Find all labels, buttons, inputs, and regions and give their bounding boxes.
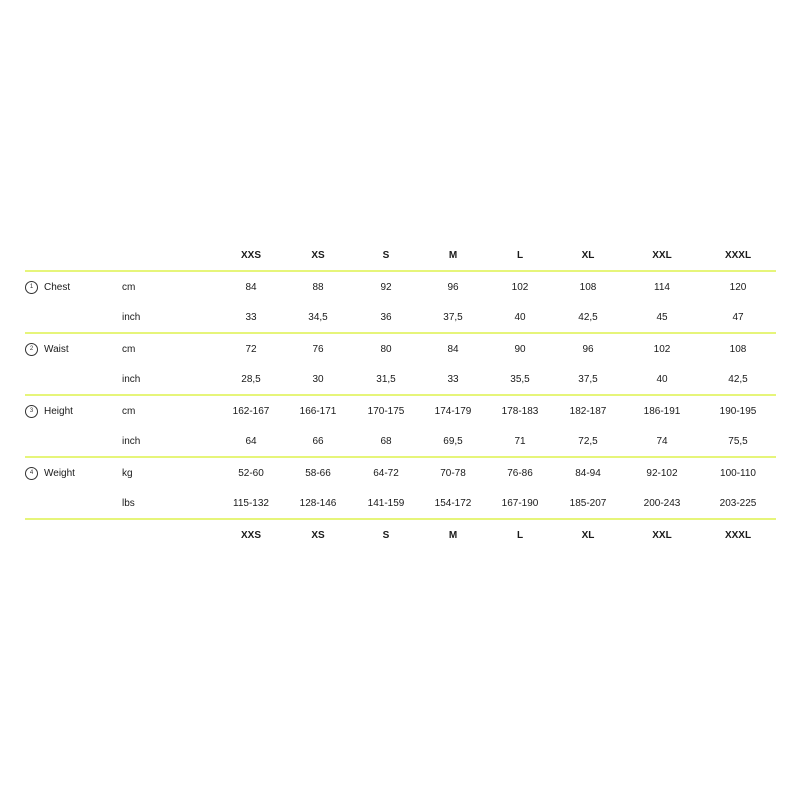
table-cell: 178-183: [501, 405, 539, 417]
size-footer-xxs: XXS: [240, 529, 261, 541]
table-cell: 76-86: [507, 467, 533, 479]
size-footer-xxxl: XXXL: [724, 529, 752, 541]
table-cell: 141-159: [367, 497, 405, 509]
table-cell: 66: [312, 435, 324, 447]
table-cell: 30: [312, 373, 324, 385]
chest-label: [25, 281, 70, 294]
table-cell: 200-243: [643, 497, 681, 509]
weight-label: [25, 467, 75, 480]
size-footer-l: L: [516, 529, 524, 541]
table-cell: 92: [380, 281, 392, 293]
table-cell: 28,5: [241, 373, 261, 385]
table-cell: 170-175: [367, 405, 405, 417]
waist-inch-row: [25, 364, 776, 394]
size-header-xxs: XXS: [240, 249, 261, 261]
table-cell: 33: [245, 311, 257, 323]
table-cell: 40: [514, 311, 526, 323]
table-cell: 96: [582, 343, 594, 355]
table-cell: 35,5: [510, 373, 530, 385]
table-cell: 34,5: [308, 311, 328, 323]
unit-label: inch: [122, 311, 141, 323]
table-cell: 42,5: [578, 311, 598, 323]
table-cell: 84: [245, 281, 257, 293]
table-cell: 31,5: [376, 373, 396, 385]
size-header-xxl: XXL: [652, 249, 672, 261]
table-cell: 47: [732, 311, 744, 323]
height-inch-row: [25, 426, 776, 456]
table-cell: 92-102: [646, 467, 678, 479]
measure-name: Waist: [44, 343, 69, 355]
table-cell: 186-191: [643, 405, 681, 417]
size-footer-m: M: [448, 529, 458, 541]
table-cell: 84-94: [575, 467, 601, 479]
table-cell: 70-78: [440, 467, 466, 479]
size-header-xl: XL: [581, 249, 595, 261]
size-chart-table: [25, 240, 776, 550]
table-cell: 33: [447, 373, 459, 385]
table-cell: 76: [312, 343, 324, 355]
number-4-circle-icon: 4: [25, 467, 38, 480]
waist-label: [25, 343, 69, 356]
table-cell: 162-167: [232, 405, 270, 417]
unit-label: kg: [122, 467, 133, 479]
table-cell: 102: [511, 281, 529, 293]
table-cell: 84: [447, 343, 459, 355]
table-cell: 185-207: [569, 497, 607, 509]
table-cell: 100-110: [720, 467, 756, 479]
table-cell: 37,5: [578, 373, 598, 385]
table-cell: 108: [729, 343, 747, 355]
unit-label: inch: [122, 435, 141, 447]
table-cell: 80: [380, 343, 392, 355]
size-header-row-top: [25, 240, 776, 270]
size-header-row-bottom: [25, 520, 776, 550]
weight-kg-row: [25, 458, 776, 488]
table-cell: 120: [729, 281, 747, 293]
table-cell: 96: [447, 281, 459, 293]
size-header-m: M: [448, 249, 458, 261]
table-cell: 102: [653, 343, 671, 355]
size-footer-xxl: XXL: [652, 529, 672, 541]
table-cell: 154-172: [434, 497, 472, 509]
table-cell: 166-171: [299, 405, 337, 417]
table-cell: 42,5: [728, 373, 748, 385]
table-cell: 115-132: [233, 497, 269, 509]
number-2-circle-icon: 2: [25, 343, 38, 356]
table-cell: 72: [245, 343, 257, 355]
measure-name: Height: [44, 405, 73, 417]
measure-name: Chest: [44, 281, 71, 293]
table-cell: 167-190: [501, 497, 539, 509]
number-3-circle-icon: 3: [25, 405, 38, 418]
waist-cm-row: [25, 334, 776, 364]
unit-label: cm: [122, 405, 136, 417]
unit-label: lbs: [122, 497, 135, 509]
height-cm-row: [25, 396, 776, 426]
table-cell: 128-146: [299, 497, 337, 509]
table-cell: 64-72: [373, 467, 399, 479]
table-cell: 40: [656, 373, 668, 385]
table-cell: 36: [380, 311, 392, 323]
unit-label: cm: [122, 343, 136, 355]
chest-cm-row: [25, 272, 776, 302]
size-header-xxxl: XXXL: [724, 249, 752, 261]
table-cell: 37,5: [443, 311, 463, 323]
table-cell: 72,5: [578, 435, 598, 447]
table-cell: 64: [245, 435, 257, 447]
unit-label: cm: [122, 281, 136, 293]
table-cell: 108: [579, 281, 597, 293]
table-cell: 203-225: [719, 497, 757, 509]
table-cell: 88: [312, 281, 324, 293]
table-cell: 190-195: [719, 405, 757, 417]
size-header-l: L: [516, 249, 524, 261]
number-1-circle-icon: 1: [25, 281, 38, 294]
size-footer-s: S: [382, 529, 390, 541]
table-cell: 74: [656, 435, 668, 447]
size-header-xs: XS: [311, 249, 325, 261]
size-header-s: S: [382, 249, 390, 261]
table-cell: 174-179: [434, 405, 472, 417]
table-cell: 69,5: [443, 435, 463, 447]
height-label: [25, 405, 73, 418]
size-footer-xl: XL: [581, 529, 595, 541]
table-cell: 68: [380, 435, 392, 447]
size-footer-xs: XS: [311, 529, 325, 541]
table-cell: 52-60: [238, 467, 264, 479]
chest-inch-row: [25, 302, 776, 332]
measure-name: Weight: [44, 467, 75, 479]
table-cell: 71: [514, 435, 526, 447]
table-cell: 114: [654, 281, 670, 293]
table-cell: 90: [514, 343, 526, 355]
table-cell: 75,5: [728, 435, 748, 447]
weight-lbs-row: [25, 488, 776, 518]
unit-label: inch: [122, 373, 141, 385]
table-cell: 182-187: [569, 405, 607, 417]
table-cell: 58-66: [305, 467, 331, 479]
table-cell: 45: [656, 311, 668, 323]
